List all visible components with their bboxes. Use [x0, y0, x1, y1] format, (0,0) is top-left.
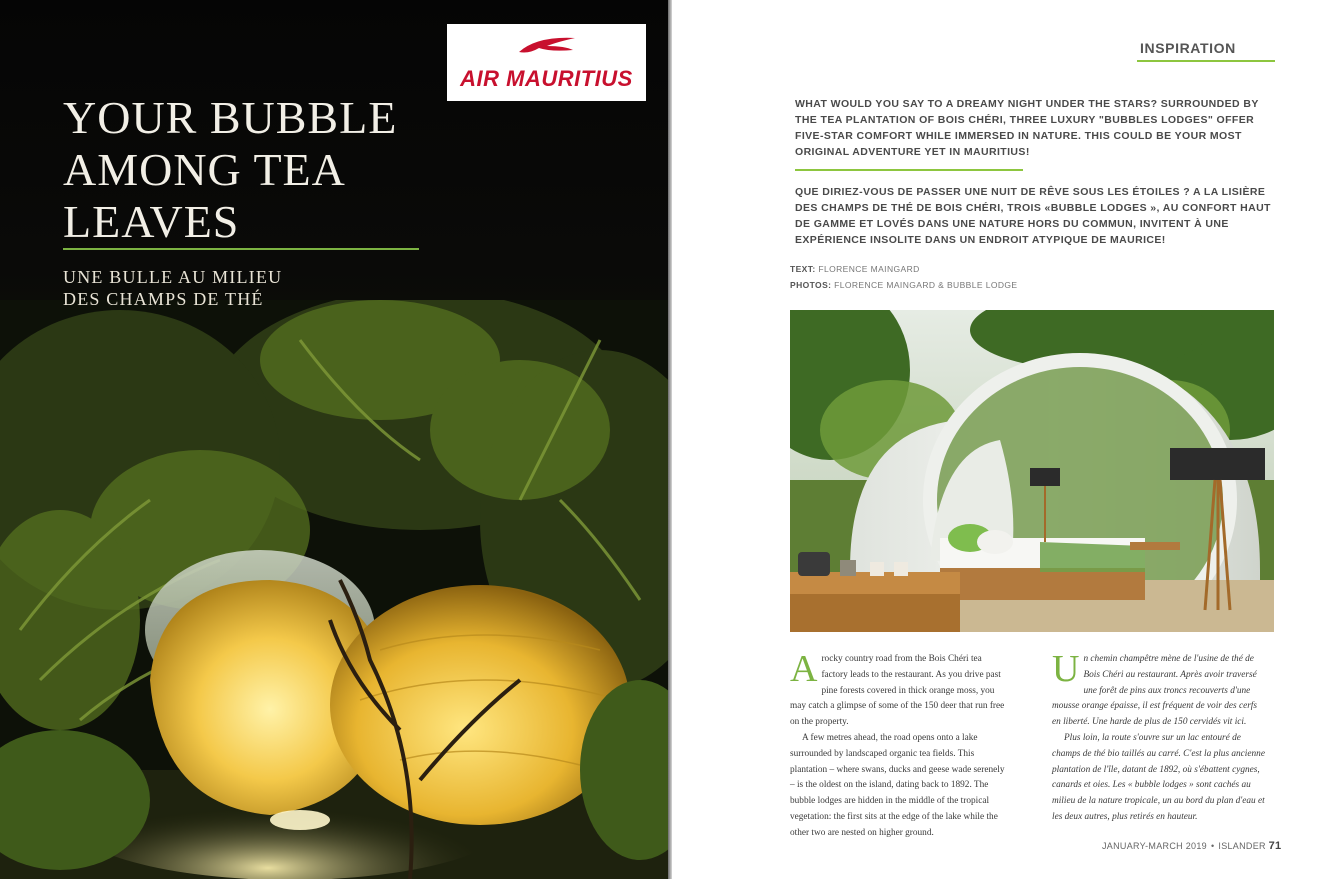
body-en-p1-text: rocky country road from the Bois Chéri tea factory leads to the restaurant. As you drive past pine forests covered in thick orange moss, you may catch a glimpse of some of the 150 deer that run free on the property.	[790, 654, 1005, 728]
body-en-paragraph-1	[790, 648, 1005, 731]
intro-french: QUE DIRIEZ-VOUS DE PASSER UNE NUIT DE RÊVE SOUS LES ÉTOILES ? A LA LISIÈRE DES CHAMPS DE THÉ DE BOIS CHÉRI, TROIS «BUBBLE LODGES », AU CONFORT HAUT DE GAMME ET LOVÉS DANS UNE NATURE HORS DU COMMUN, INVITENT À UNE EXPÉRIENCE INSOLITE DANS UN ENDROIT ATYPIQUE DE MAURICE!	[795, 186, 1271, 246]
text-credit-label: TEXT:	[790, 264, 816, 274]
intro-english: WHAT WOULD YOU SAY TO A DREAMY NIGHT UNDER THE STARS? SURROUNDED BY THE TEA PLANTATION OF BOIS CHÉRI, THREE LUXURY "BUBBLES LODGES" OFFER FIVE-STAR COMFORT WHILE IMMERSED IN NATURE. THIS COULD BE YOUR MOST ORIGINAL ADVENTURE YET IN MAURITIUS!	[795, 98, 1259, 158]
photo-credit	[790, 280, 1017, 290]
title-divider	[63, 248, 419, 250]
bubble-interior-photo	[790, 310, 1274, 632]
magazine-name: ISLANDER	[1218, 841, 1266, 851]
title-french: UNE BULLE AU MILIEU DES CHAMPS DE THÉ	[63, 267, 283, 309]
section-label: INSPIRATION	[1140, 40, 1236, 56]
intro-divider	[795, 169, 1023, 171]
body-fr-paragraph-2: Plus loin, la route s'ouvre sur un lac entouré de champs de thé bio taillés au carré. C'est la plus ancienne plantation de l'île, datant de 1892, où s'ébattent cygnes, canards et oies. Les « bubble lodges » sont cachés au milieu de la nature tropicale, un au bord du plan d'eau et les deux autres, plus retirés en hauteur.	[1052, 732, 1265, 822]
logo-wordmark: AIR MAURITIUS	[460, 66, 633, 91]
footer-bullet: •	[1210, 841, 1215, 851]
dropcap-fr: U	[1052, 648, 1080, 690]
page-number: 71	[1268, 840, 1282, 852]
body-en-paragraph-2: A few metres ahead, the road opens onto a lake surrounded by landscaped organic tea fields. This plantation – where swans, ducks and geese wade serenely – is the oldest on the island, dating back to 1892. The bubble lodges are hidden in the middle of the tropical vegetation: the first sits at the edge of the lake while the other two are nested on higher ground.	[790, 732, 1005, 838]
text-credit	[790, 264, 920, 274]
page-footer	[1102, 840, 1281, 852]
body-column-english	[790, 648, 1005, 842]
dropcap-en: A	[790, 648, 818, 690]
paille-en-queue-bird-icon	[517, 34, 577, 60]
body-fr-paragraph-1	[1052, 648, 1267, 731]
issue-date: JANUARY-MARCH 2019	[1102, 841, 1207, 851]
photo-credit-value: FLORENCE MAINGARD & BUBBLE LODGE	[834, 280, 1018, 290]
night-bubble-photo	[0, 300, 668, 879]
text-credit-value: FLORENCE MAINGARD	[818, 264, 920, 274]
photo-credit-label: PHOTOS:	[790, 280, 832, 290]
title-english: YOUR BUBBLE AMONG TEA LEAVES	[63, 92, 398, 247]
right-page	[672, 0, 1332, 879]
body-fr-p1-text: n chemin champêtre mène de l'usine de thé de Bois Chéri au restaurant. Après avoir traversé une forêt de pins aux troncs recouverts d'une mousse orange épaisse, il est fréquent de voir des cerfs en liberté. Une harde de plus de 150 cervidés vit ici.	[1052, 654, 1258, 728]
body-column-french	[1052, 648, 1267, 826]
air-mauritius-logo	[447, 24, 646, 101]
section-underline	[1137, 60, 1275, 62]
